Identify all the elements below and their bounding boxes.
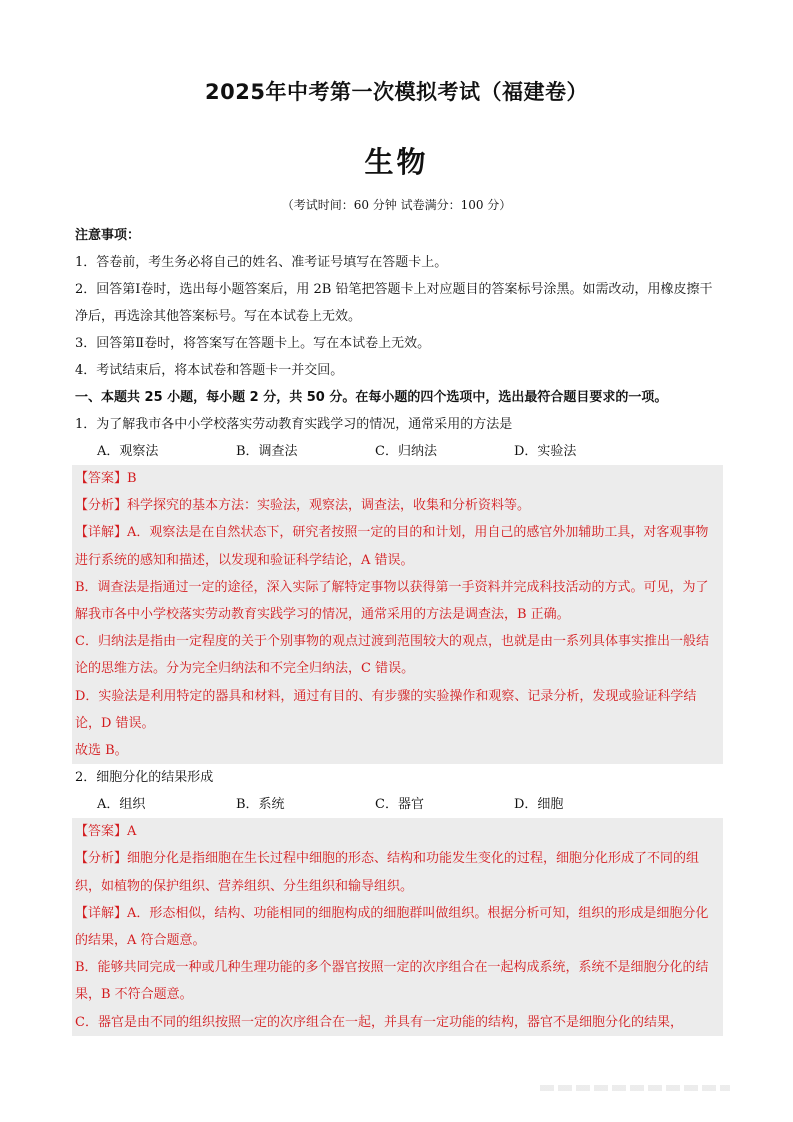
detail-b: B．调查法是指通过一定的途径，深入实际了解特定事物以获得第一手资料并完成科技活动的方式。可见，为了解我市各中小学校落实劳动教育实践学习的情况，通常采用的方法是调查法，B 正确。 (75, 579, 709, 623)
detail-d: D．实验法是利用特定的器具和材料，通过有目的、有步骤的实验操作和观察、记录分析，发现或验证科学结论，D 错误。 (75, 688, 697, 731)
question-1-stem: 1．为了解我市各中小学校落实劳动教育实践学习的情况，通常采用的方法是 (75, 417, 513, 432)
answer-label: 【答案】B (75, 471, 137, 486)
question-1-options (75, 438, 720, 465)
analysis-text: 【分析】细胞分化是指细胞在生长过程中细胞的形态、结构和功能发生变化的过程，细胞分化形成了不同的组织，如植物的保护组织、营养组织、分生组织和输导组织。 (75, 851, 700, 894)
option-d: D．细胞 (514, 797, 564, 813)
detail-c: C．器官是由不同的组织按照一定的次序组合在一起，并具有一定功能的结构，器官不是细胞分化的结果， (75, 1014, 683, 1030)
subject-title: 生物 (364, 145, 429, 179)
question-2-stem: 2．细胞分化的结果形成 (75, 770, 214, 786)
option-a: A．观察法 (97, 444, 159, 459)
exam-title: 2025年中考第一次模拟考试（福建卷） (205, 80, 588, 104)
detail-c: C．归纳法是指由一定程度的关于个别事物的观点过渡到范围较大的观点，也就是由一系列具体事实推出一般结论的思维方法。分为完全归纳法和不完全归纳法，C 错误。 (75, 634, 709, 677)
analysis-text: 【分析】科学探究的基本方法：实验法，观察法，调查法，收集和分析资料等。 (75, 498, 531, 514)
notice-item: 3．回答第Ⅱ卷时，将答案写在答题卡上。写在本试卷上无效。 (75, 336, 431, 351)
option-c: C．器官 (375, 797, 424, 813)
notice-item: 1．答卷前，考生务必将自己的姓名、准考证号填写在答题卡上。 (75, 255, 448, 270)
option-b: B．系统 (236, 797, 285, 813)
conclusion: 故选 B。 (75, 743, 128, 759)
notice-item: 2．回答第Ⅰ卷时，选出每小题答案后，用 2B 铅笔把答题卡上对应题目的答案标号涂黑。如需改动，用橡皮擦干净后，再选涂其他答案标号。写在本试卷上无效。 (75, 282, 713, 324)
option-a: A．组织 (97, 797, 146, 813)
section-heading: 一、本题共 25 小题，每小题 2 分，共 50 分。在每小题的四个选项中，选出最符合题目要求的一项。 (75, 390, 668, 405)
question-1-answer-box (72, 465, 723, 764)
watermark-footer (540, 1085, 730, 1091)
detail-a: 【详解】A．观察法是在自然状态下，研究者按照一定的目的和计划，用自己的感官外加辅助工具，对客观事物进行系统的感知和描述，以发现和验证科学结论，A 错误。 (75, 525, 709, 568)
notice-heading: 注意事项： (75, 228, 141, 243)
notice-item: 4．考试结束后，将本试卷和答题卡一并交回。 (75, 363, 344, 378)
exam-info: （考试时间：60 分钟 试卷满分：100 分） (281, 198, 512, 212)
question-2-options (75, 791, 720, 818)
question-2-answer-box (72, 818, 723, 1036)
option-c: C．归纳法 (375, 444, 437, 459)
option-d: D．实验法 (514, 444, 577, 459)
option-b: B．调查法 (236, 444, 298, 459)
exam-content (75, 222, 720, 1036)
detail-a: 【详解】A．形态相似，结构、功能相同的细胞构成的细胞群叫做组织。根据分析可知，组织的形成是细胞分化的结果，A 符合题意。 (75, 905, 709, 949)
detail-b: B．能够共同完成一种或几种生理功能的多个器官按照一定的次序组合在一起构成系统，系统不是细胞分化的结果，B 不符合题意。 (75, 960, 709, 1003)
answer-label: 【答案】A (75, 824, 137, 840)
